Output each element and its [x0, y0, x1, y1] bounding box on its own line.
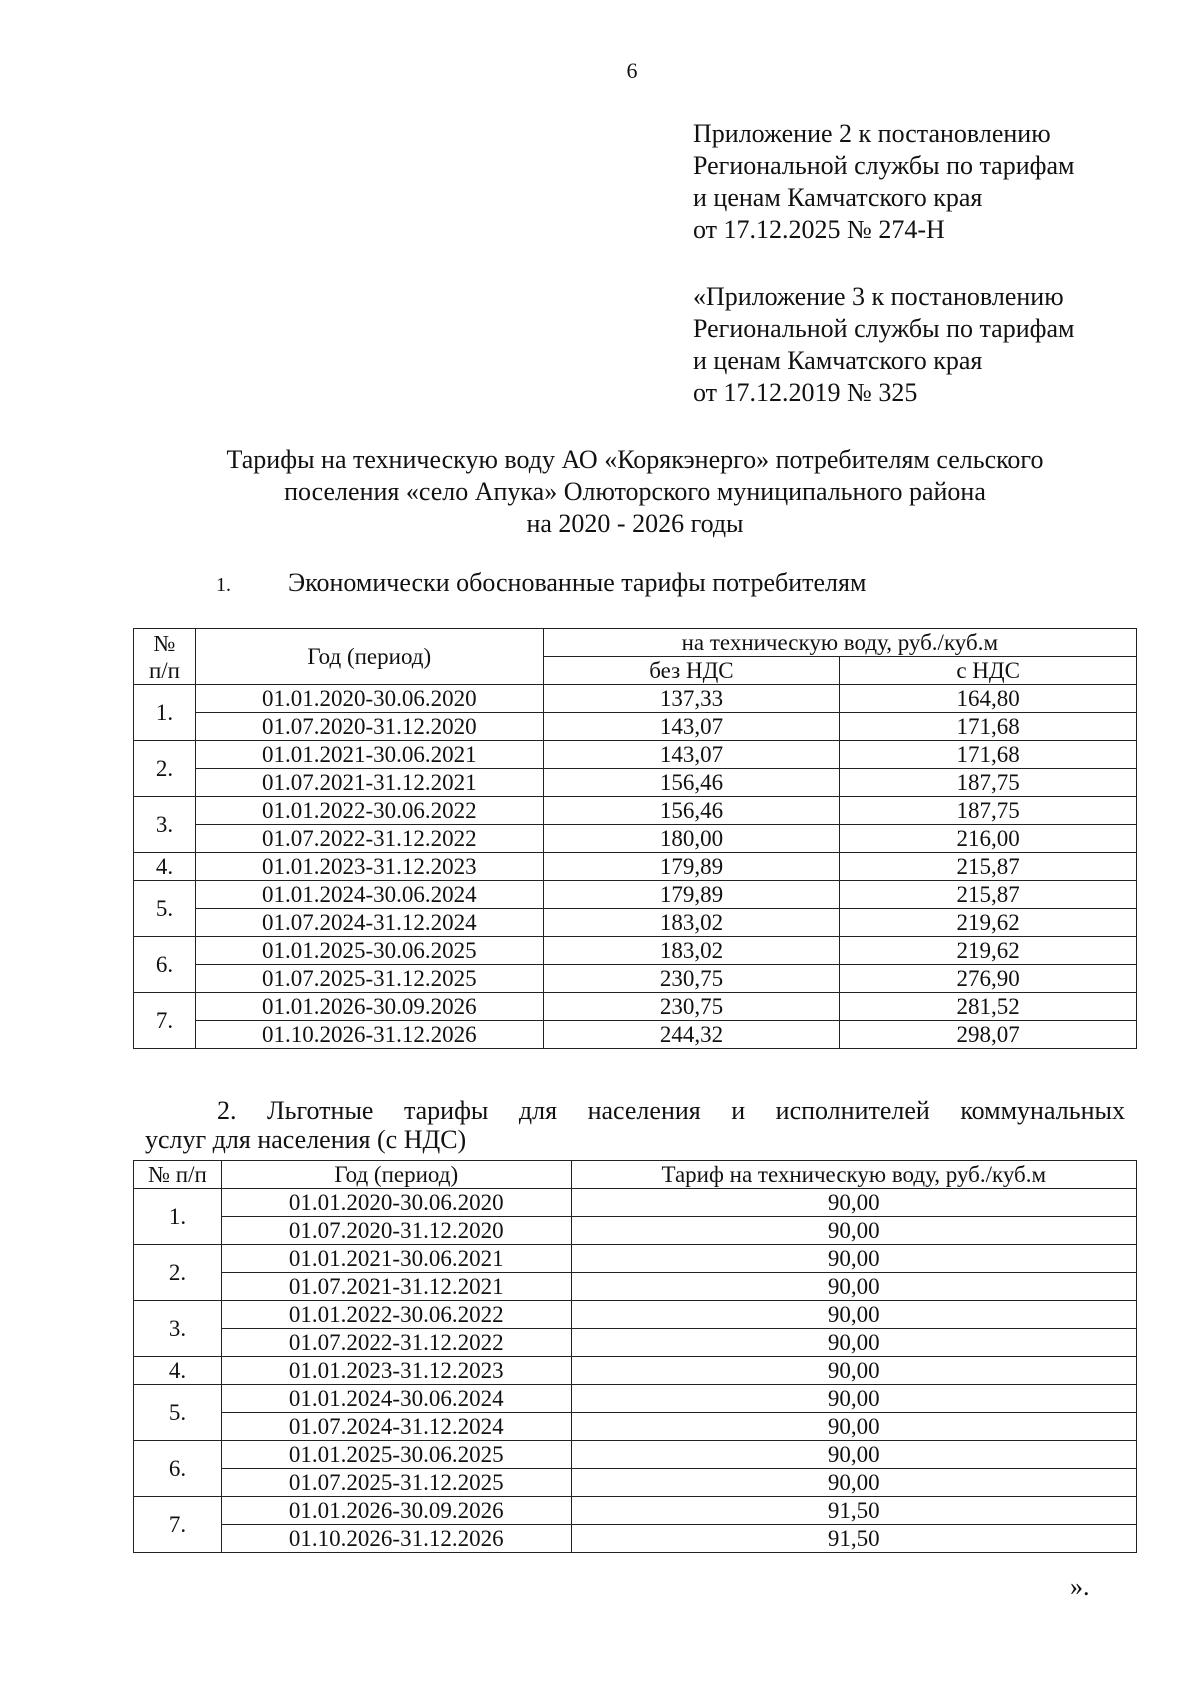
- tariff-no-vat-cell: 230,75: [543, 965, 840, 993]
- tariff-cell: 90,00: [571, 1413, 1136, 1441]
- row-number: 5.: [134, 881, 196, 937]
- period-cell: 01.10.2026-31.12.2026: [221, 1525, 571, 1553]
- tariff-no-vat-cell: 179,89: [543, 881, 840, 909]
- annex-line: «Приложение 3 к постановлению: [693, 282, 1064, 311]
- period-cell: 01.07.2020-31.12.2020: [195, 713, 543, 741]
- tariff-with-vat-cell: 219,62: [840, 937, 1137, 965]
- heading-word: коммунальных: [960, 1096, 1125, 1125]
- tariff-with-vat-cell: 215,87: [840, 853, 1137, 881]
- tariff-cell: 90,00: [571, 1217, 1136, 1245]
- table-row: [134, 965, 1137, 993]
- table-row: [134, 1441, 1137, 1469]
- table-row: [134, 1469, 1137, 1497]
- table-row: [134, 1189, 1137, 1217]
- table-row: [134, 1245, 1137, 1273]
- period-cell: 01.07.2020-31.12.2020: [221, 1217, 571, 1245]
- tariff-cell: 90,00: [571, 1273, 1136, 1301]
- tariff-no-vat-cell: 179,89: [543, 853, 840, 881]
- period-cell: 01.01.2024-30.06.2024: [221, 1385, 571, 1413]
- period-cell: 01.07.2022-31.12.2022: [195, 825, 543, 853]
- period-cell: 01.07.2024-31.12.2024: [195, 909, 543, 937]
- period-cell: 01.07.2024-31.12.2024: [221, 1413, 571, 1441]
- period-cell: 01.01.2025-30.06.2025: [195, 937, 543, 965]
- row-number: 2.: [134, 1245, 222, 1301]
- row-number: 6.: [134, 937, 196, 993]
- tariff-with-vat-cell: 219,62: [840, 909, 1137, 937]
- table-row: [134, 1413, 1137, 1441]
- period-cell: 01.01.2022-30.06.2022: [195, 797, 543, 825]
- header-no-vat: без НДС: [543, 657, 840, 685]
- title-line: Тарифы на техническую воду АО «Корякэнерго» потребителям сельского: [226, 445, 1044, 474]
- section-title: Экономически обоснованные тарифы потребителям: [288, 568, 867, 597]
- header-num: [134, 629, 196, 685]
- period-cell: 01.01.2020-30.06.2020: [221, 1189, 571, 1217]
- table-row: [134, 825, 1137, 853]
- annex-line: Региональной службы по тарифам: [693, 314, 1075, 343]
- tariff-with-vat-cell: 164,80: [840, 685, 1137, 713]
- heading-word: и: [731, 1096, 746, 1125]
- tariff-with-vat-cell: 281,52: [840, 993, 1137, 1021]
- section-2-heading-line: [145, 1096, 1125, 1125]
- period-cell: 01.01.2026-30.09.2026: [221, 1497, 571, 1525]
- table-row: [134, 853, 1137, 881]
- closing-quote-mark: ».: [1070, 1572, 1090, 1601]
- tariff-no-vat-cell: 183,02: [543, 937, 840, 965]
- row-number: 5.: [134, 1385, 222, 1441]
- tariff-with-vat-cell: 216,00: [840, 825, 1137, 853]
- row-number: 3.: [134, 797, 196, 853]
- section-number: 2.: [217, 1096, 237, 1125]
- title-line: поселения «село Апука» Олюторского муниципального района: [284, 477, 986, 506]
- row-number: 7.: [134, 1497, 222, 1553]
- table-header-row: [134, 1161, 1137, 1189]
- tariff-cell: 90,00: [571, 1245, 1136, 1273]
- table-row: [134, 993, 1137, 1021]
- table-row: [134, 881, 1137, 909]
- tariff-cell: 91,50: [571, 1525, 1136, 1553]
- heading-word: тарифы: [403, 1096, 489, 1125]
- period-cell: 01.01.2022-30.06.2022: [221, 1301, 571, 1329]
- table-row: [134, 1385, 1137, 1413]
- preferential-tariffs-table: [133, 1160, 1137, 1553]
- tariff-cell: 90,00: [571, 1441, 1136, 1469]
- row-number: 4.: [134, 853, 196, 881]
- section-2-heading: [145, 1096, 1125, 1154]
- row-number: 3.: [134, 1301, 222, 1357]
- table-row: [134, 1273, 1137, 1301]
- tariff-no-vat-cell: 156,46: [543, 797, 840, 825]
- tariff-cell: 90,00: [571, 1469, 1136, 1497]
- table-row: [134, 1329, 1137, 1357]
- period-cell: 01.01.2025-30.06.2025: [221, 1441, 571, 1469]
- table-row: [134, 741, 1137, 769]
- table-row: [134, 1301, 1137, 1329]
- tariff-no-vat-cell: 183,02: [543, 909, 840, 937]
- annex-header-current: [693, 118, 1074, 246]
- table-row: [134, 909, 1137, 937]
- period-cell: 01.07.2025-31.12.2025: [195, 965, 543, 993]
- table-row: [134, 1525, 1137, 1553]
- period-cell: 01.07.2022-31.12.2022: [221, 1329, 571, 1357]
- table-row: [134, 937, 1137, 965]
- period-cell: 01.01.2026-30.09.2026: [195, 993, 543, 1021]
- row-number: 1.: [134, 685, 196, 741]
- tariff-with-vat-cell: 215,87: [840, 881, 1137, 909]
- annex-header-original: [693, 281, 1074, 409]
- table-header-row: [134, 629, 1137, 657]
- header-tariff: Тариф на техническую воду, руб./куб.м: [571, 1161, 1136, 1189]
- tariff-no-vat-cell: 244,32: [543, 1021, 840, 1049]
- tariff-with-vat-cell: 171,68: [840, 741, 1137, 769]
- tariff-cell: 90,00: [571, 1357, 1136, 1385]
- title-line: на 2020 - 2026 годы: [526, 509, 744, 538]
- row-number: 7.: [134, 993, 196, 1049]
- header-num-line: №: [153, 630, 176, 656]
- period-cell: 01.01.2020-30.06.2020: [195, 685, 543, 713]
- period-cell: 01.07.2021-31.12.2021: [221, 1273, 571, 1301]
- row-number: 4.: [134, 1357, 222, 1385]
- tariff-cell: 90,00: [571, 1329, 1136, 1357]
- period-cell: 01.01.2023-31.12.2023: [195, 853, 543, 881]
- header-with-vat: с НДС: [840, 657, 1137, 685]
- header-period: Год (период): [221, 1161, 571, 1189]
- section-2-heading-line: услуг для населения (с НДС): [145, 1125, 467, 1154]
- page-number: 6: [626, 58, 638, 83]
- tariff-no-vat-cell: 137,33: [543, 685, 840, 713]
- annex-line: Приложение 2 к постановлению: [693, 119, 1051, 148]
- tariff-with-vat-cell: 187,75: [840, 797, 1137, 825]
- tariff-no-vat-cell: 143,07: [543, 713, 840, 741]
- table-row: [134, 797, 1137, 825]
- heading-word: населения: [587, 1096, 701, 1125]
- section-1-heading: [216, 568, 866, 598]
- table-row: [134, 1497, 1137, 1525]
- row-number: 6.: [134, 1441, 222, 1497]
- tariff-with-vat-cell: 171,68: [840, 713, 1137, 741]
- heading-word: исполнителей: [775, 1096, 930, 1125]
- annex-line: Региональной службы по тарифам: [693, 151, 1075, 180]
- table-row: [134, 713, 1137, 741]
- period-cell: 01.10.2026-31.12.2026: [195, 1021, 543, 1049]
- row-number: 1.: [134, 1189, 222, 1245]
- table-row: [134, 685, 1137, 713]
- tariff-with-vat-cell: 276,90: [840, 965, 1137, 993]
- header-tariff-group: на техническую воду, руб./куб.м: [543, 629, 1136, 657]
- table-row: [134, 1357, 1137, 1385]
- heading-word: Льготные: [267, 1096, 374, 1125]
- tariff-no-vat-cell: 180,00: [543, 825, 840, 853]
- header-period: Год (период): [195, 629, 543, 685]
- tariff-no-vat-cell: 143,07: [543, 741, 840, 769]
- table-row: [134, 769, 1137, 797]
- annex-line: и ценам Камчатского края: [693, 183, 983, 212]
- period-cell: 01.01.2023-31.12.2023: [221, 1357, 571, 1385]
- table-row: [134, 1217, 1137, 1245]
- document-title: [100, 444, 1170, 540]
- tariff-cell: 90,00: [571, 1301, 1136, 1329]
- tariff-cell: 90,00: [571, 1189, 1136, 1217]
- tariff-with-vat-cell: 187,75: [840, 769, 1137, 797]
- tariff-cell: 90,00: [571, 1385, 1136, 1413]
- table-row: [134, 1021, 1137, 1049]
- annex-line: от 17.12.2019 № 325: [693, 378, 918, 407]
- tariff-cell: 91,50: [571, 1497, 1136, 1525]
- period-cell: 01.07.2025-31.12.2025: [221, 1469, 571, 1497]
- annex-line: и ценам Камчатского края: [693, 346, 983, 375]
- period-cell: 01.07.2021-31.12.2021: [195, 769, 543, 797]
- period-cell: 01.01.2021-30.06.2021: [195, 741, 543, 769]
- row-number: 2.: [134, 741, 196, 797]
- header-num-line: п/п: [148, 657, 180, 683]
- annex-line: от 17.12.2025 № 274-Н: [693, 215, 945, 244]
- economic-tariffs-table: [133, 628, 1137, 1049]
- tariff-no-vat-cell: 230,75: [543, 993, 840, 1021]
- tariff-with-vat-cell: 298,07: [840, 1021, 1137, 1049]
- period-cell: 01.01.2021-30.06.2021: [221, 1245, 571, 1273]
- tariff-no-vat-cell: 156,46: [543, 769, 840, 797]
- period-cell: 01.01.2024-30.06.2024: [195, 881, 543, 909]
- header-num: № п/п: [134, 1161, 222, 1189]
- heading-word: для: [518, 1096, 558, 1125]
- section-number: 1.: [216, 574, 231, 596]
